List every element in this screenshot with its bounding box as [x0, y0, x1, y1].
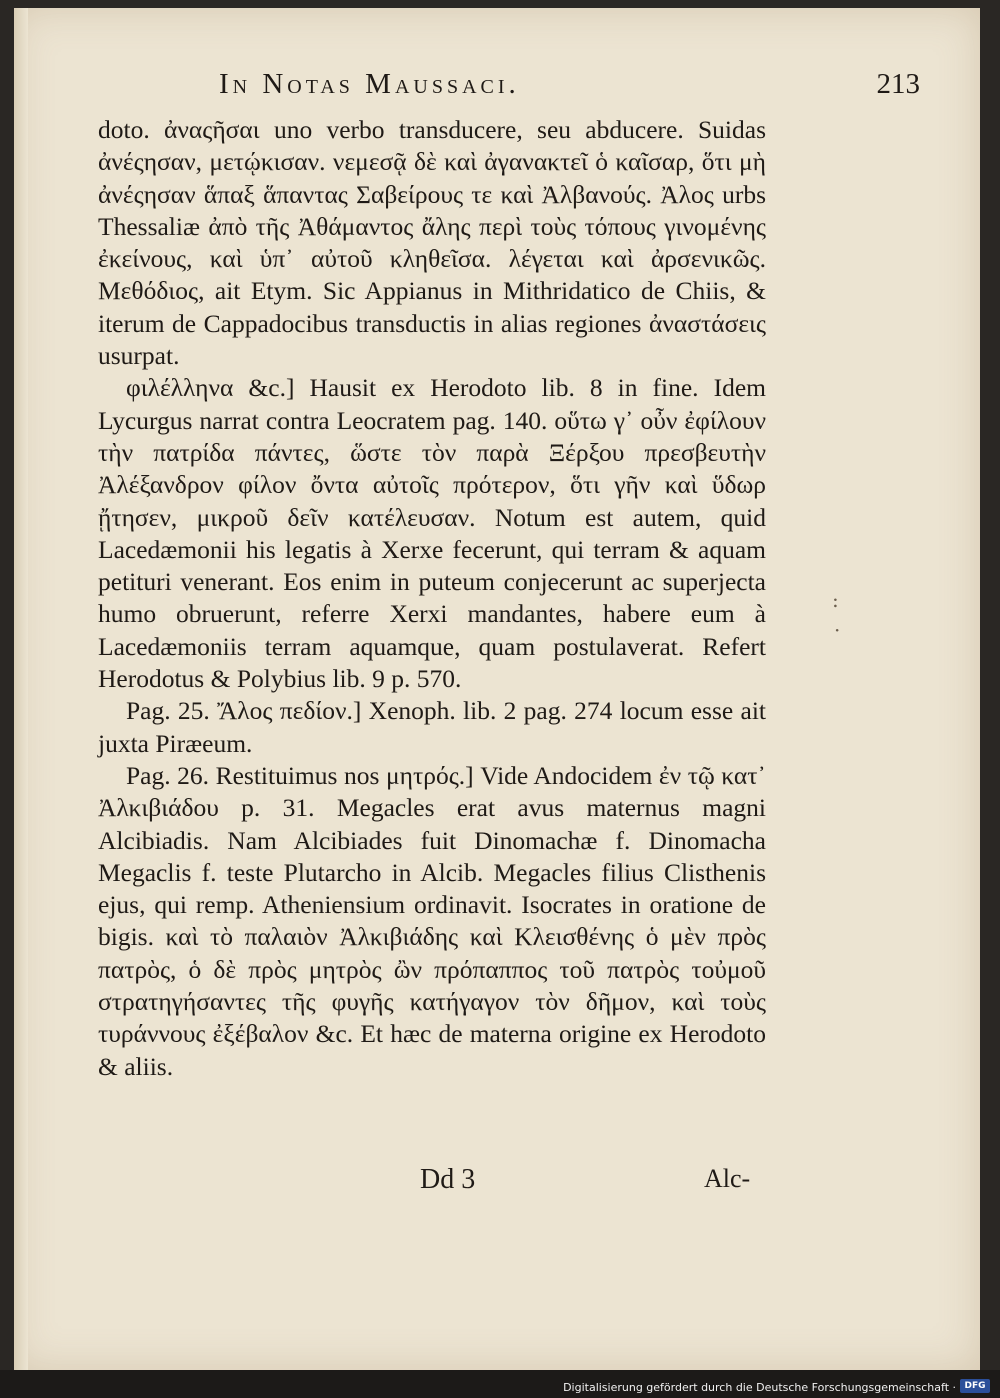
paragraph-4: Pag. 26. Restituimus nos μητρός.] Vide Andocidem ἐν τῷ κατ᾽ Ἀλκιβιάδου p. 31. Megacles erat avus maternus magni Alcibiadis. Nam Alcibiades fuit Dinomachæ f. Dinomacha Megaclis f. teste Plutarcho in Alcib. Megacles filius Clisthenis ejus, qui remp. Atheniensium ordinavit. Isocrates in oratione de bigis. καὶ τὸ παλαιὸν Ἀλκιβιάδης καὶ Κλεισθένης ὁ μὲν πρὸς πατρὸς, ὁ δὲ πρὸς μητρὸς ὢν πρόπαππος τοῦ πατρὸς τοὐμοῦ στρατηγήσαντες τῆς φυγῆς κατήγαγον τὸν δῆμον, καὶ τοὺς τυράννους ἐξέβαλον &c. Et hæc de materna origine ex Herodoto & aliis.: [98, 760, 766, 1081]
page-number: 213: [876, 68, 920, 100]
running-head: In Notas Maussaci.: [219, 68, 520, 100]
margin-mark: :: [832, 588, 839, 612]
credit-bar: [0, 1370, 1000, 1398]
signature-mark: Dd 3: [420, 1164, 476, 1195]
page-body: [98, 114, 766, 1083]
margin-mark: ·: [834, 618, 841, 642]
page-header: [219, 68, 920, 101]
funding-credit: Digitalisierung gefördert durch die Deutsche Forschungsgemeinschaft ·: [563, 1381, 956, 1394]
dfg-logo-icon: DFG: [960, 1379, 990, 1393]
book-page: [14, 8, 980, 1370]
paragraph-2: φιλέλληνα &c.] Hausit ex Herodoto lib. 8 in fine. Idem Lycurgus narrat contra Leocratem pag. 140. οὕτω γ᾽ οὖν ἐφίλουν τὴν πατρίδα πάντες, ὥστε τὸν παρὰ Ξέρξου πρεσβευτὴν Ἀλέξανδρον φίλον ὄντα αὐτοῖς πρότερον, ὅτι γῆν καὶ ὕδωρ ᾔτησεν, μικροῦ δεῖν κατέλευσαν. Notum est autem, quid Lacedæmonii his legatis à Xerxe fecerunt, qui terram & aquam petituri venerant. Eos enim in puteum conjecerunt ac superjecta humo obruerunt, referre Xerxi mandantes, habere eum à Lacedæmoniis terram aquamque, quam postulaverat. Refert Herodotus & Polybius lib. 9 p. 570.: [98, 373, 766, 694]
paragraph-3: Pag. 25. Ἄλος πεδίον.] Xenoph. lib. 2 pag. 274 locum esse ait juxta Piræeum.: [98, 696, 766, 758]
catchword: Alc-: [704, 1164, 751, 1193]
page-edge: [14, 8, 28, 1370]
paragraph-1: doto. ἀναςῆσαι uno verbo transducere, seu abducere. Suidas ἀνέςησαν, μετῴκισαν. νεμεσᾷ δὲ καὶ ἀγανακτεῖ ὁ καῖσαρ, ὅτι μὴ ἀνέςησαν ἅπαξ ἅπαντας Σαβείρους τε καὶ Ἀλβανούς. Ἀλος urbs Thessaliæ ἀπὸ τῆς Ἀθάμαντος ἄλης περὶ τοὺς τόπους γινομένης ἐκείνους, καὶ ὑπ᾽ αὐτοῦ κληθεῖσα. λέγεται καὶ ἀρσενικῶς. Μεθόδιος, ait Etym. Sic Appianus in Mithridatico de Chiis, & iterum de Cappadocibus transductis in alias regiones ἀναστάσεις usurpat.: [98, 115, 766, 371]
